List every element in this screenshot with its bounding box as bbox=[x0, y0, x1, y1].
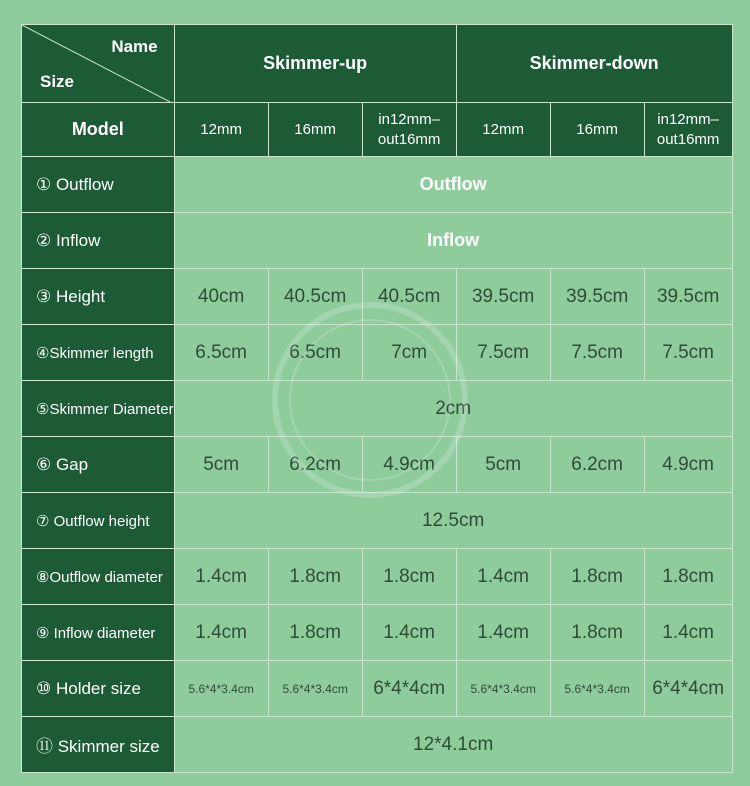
value-cell: 1.4cm bbox=[456, 605, 550, 661]
model-cell-4: 12mm bbox=[456, 103, 550, 157]
row-label: ⑤Skimmer Diameter bbox=[22, 381, 175, 437]
spec-row bbox=[22, 269, 733, 325]
model-row bbox=[22, 103, 733, 157]
value-cell: 5.6*4*3.4cm bbox=[550, 661, 644, 717]
model-cell-6: in12mm– out16mm bbox=[644, 103, 732, 157]
spec-row bbox=[22, 549, 733, 605]
merged-value-cell: 12.5cm bbox=[174, 493, 732, 549]
value-cell: 4.9cm bbox=[644, 437, 732, 493]
spec-row bbox=[22, 493, 733, 549]
value-cell: 40.5cm bbox=[362, 269, 456, 325]
merged-value-cell: 2cm bbox=[174, 381, 732, 437]
value-cell: 1.8cm bbox=[550, 549, 644, 605]
value-cell: 7.5cm bbox=[550, 325, 644, 381]
spec-row bbox=[22, 661, 733, 717]
merged-value-cell: 12*4.1cm bbox=[174, 717, 732, 773]
value-cell: 6.5cm bbox=[268, 325, 362, 381]
spec-row bbox=[22, 213, 733, 269]
value-cell: 6*4*4cm bbox=[362, 661, 456, 717]
spec-table bbox=[21, 24, 733, 773]
value-cell: 5cm bbox=[456, 437, 550, 493]
value-cell: 1.4cm bbox=[174, 549, 268, 605]
row-label: ④Skimmer length bbox=[22, 325, 175, 381]
spec-row bbox=[22, 437, 733, 493]
value-cell: 39.5cm bbox=[644, 269, 732, 325]
value-cell: 6.2cm bbox=[550, 437, 644, 493]
value-cell: 5.6*4*3.4cm bbox=[174, 661, 268, 717]
name-header: Name bbox=[111, 37, 158, 56]
value-cell: 39.5cm bbox=[550, 269, 644, 325]
value-cell: 6.5cm bbox=[174, 325, 268, 381]
row-label: ③ Height bbox=[22, 269, 175, 325]
value-cell: 5.6*4*3.4cm bbox=[268, 661, 362, 717]
value-cell: 5cm bbox=[174, 437, 268, 493]
value-cell: 1.8cm bbox=[268, 605, 362, 661]
spec-row bbox=[22, 157, 733, 213]
value-cell: 4.9cm bbox=[362, 437, 456, 493]
model-cell-5: 16mm bbox=[550, 103, 644, 157]
row-label: ⑨ Inflow diameter bbox=[22, 605, 175, 661]
row-label: ① Outflow bbox=[22, 157, 175, 213]
row-label: ⑪ Skimmer size bbox=[22, 717, 175, 773]
spec-row bbox=[22, 717, 733, 773]
value-cell: 1.4cm bbox=[362, 605, 456, 661]
model-cell-2: 16mm bbox=[268, 103, 362, 157]
value-cell: 1.8cm bbox=[268, 549, 362, 605]
row-label: ⑥ Gap bbox=[22, 437, 175, 493]
name-size-corner-cell bbox=[22, 25, 175, 103]
value-cell: 1.8cm bbox=[362, 549, 456, 605]
row-label: ⑦ Outflow height bbox=[22, 493, 175, 549]
value-cell: 7.5cm bbox=[456, 325, 550, 381]
merged-value-cell: Inflow bbox=[174, 213, 732, 269]
value-cell: 5.6*4*3.4cm bbox=[456, 661, 550, 717]
value-cell: 39.5cm bbox=[456, 269, 550, 325]
spec-row bbox=[22, 381, 733, 437]
value-cell: 1.4cm bbox=[644, 605, 732, 661]
skimmer-down-header: Skimmer-down bbox=[456, 25, 732, 103]
row-label: ② Inflow bbox=[22, 213, 175, 269]
skimmer-up-header: Skimmer-up bbox=[174, 25, 456, 103]
value-cell: 1.8cm bbox=[550, 605, 644, 661]
model-cell-3: in12mm– out16mm bbox=[362, 103, 456, 157]
size-header: Size bbox=[40, 72, 75, 91]
spec-row bbox=[22, 605, 733, 661]
merged-value-cell: Outflow bbox=[174, 157, 732, 213]
value-cell: 7.5cm bbox=[644, 325, 732, 381]
value-cell: 1.4cm bbox=[456, 549, 550, 605]
value-cell: 40.5cm bbox=[268, 269, 362, 325]
row-label: ⑩ Holder size bbox=[22, 661, 175, 717]
row-label: ⑧Outflow diameter bbox=[22, 549, 175, 605]
value-cell: 7cm bbox=[362, 325, 456, 381]
value-cell: 6.2cm bbox=[268, 437, 362, 493]
model-cell-1: 12mm bbox=[174, 103, 268, 157]
value-cell: 40cm bbox=[174, 269, 268, 325]
value-cell: 6*4*4cm bbox=[644, 661, 732, 717]
model-label: Model bbox=[22, 103, 175, 157]
value-cell: 1.8cm bbox=[644, 549, 732, 605]
value-cell: 1.4cm bbox=[174, 605, 268, 661]
spec-row bbox=[22, 325, 733, 381]
